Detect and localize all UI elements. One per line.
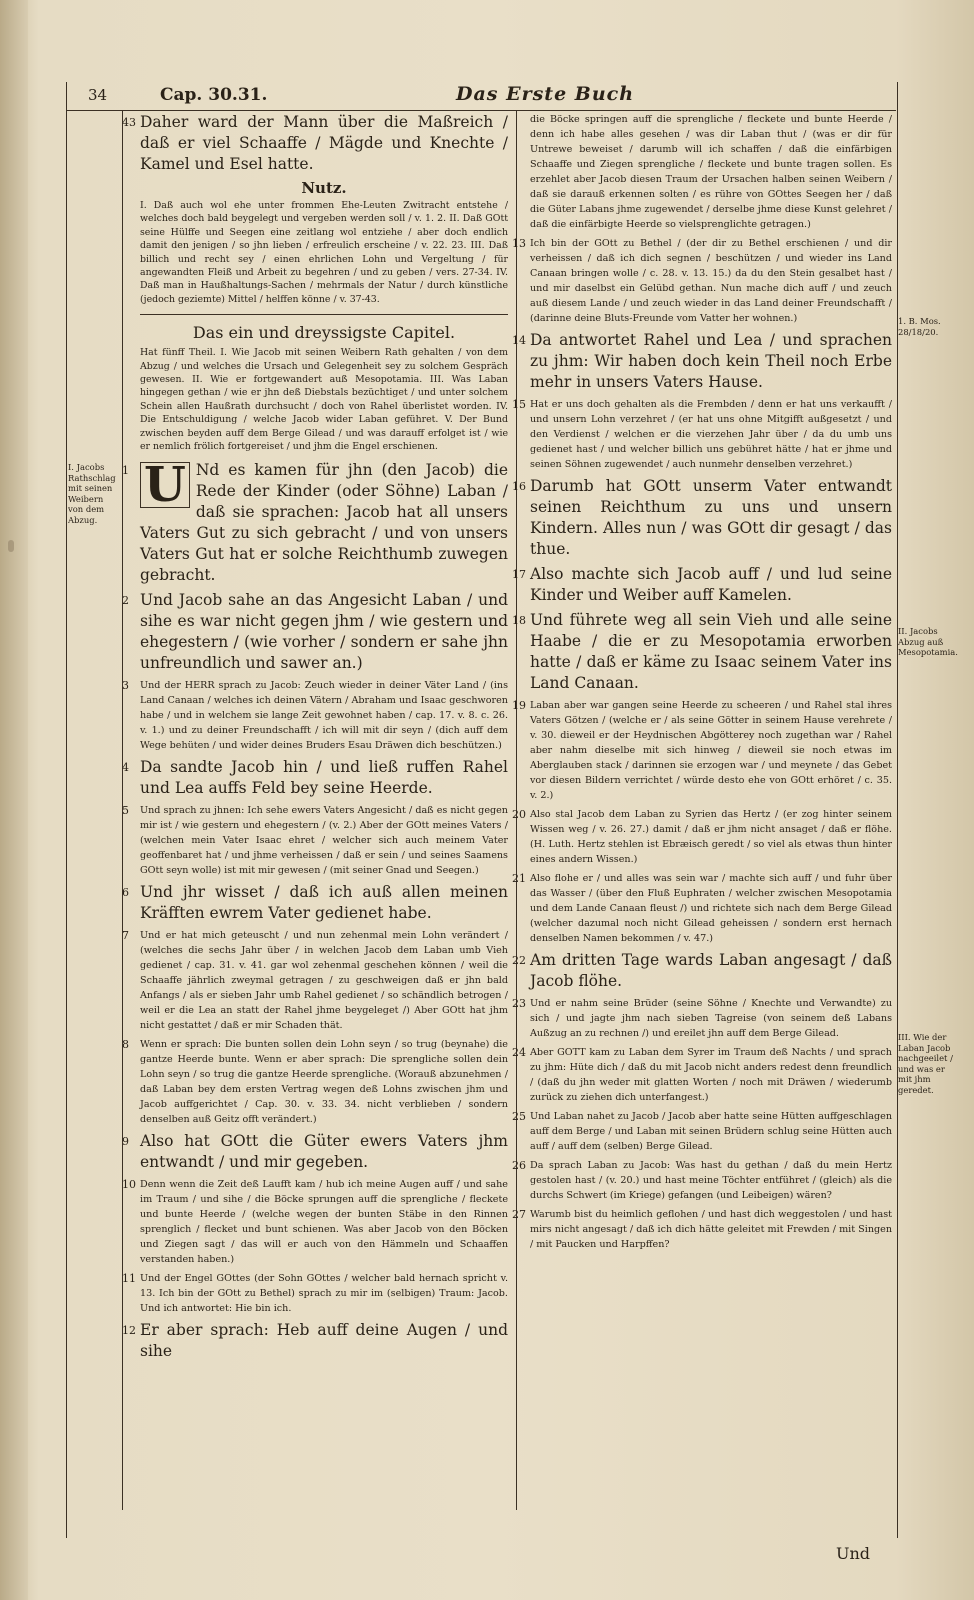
verse-text: Am dritten Tage wards Laban angesagt / daß Jacob flöhe. (530, 951, 892, 990)
verse-text: Darumb hat GOtt unserm Vater entwandt seinen Reichthum zu uns und unsern Kindern. Alles nun / was GOtt dir gesagt / das thue. (530, 477, 892, 558)
verse-text: Da sandte Jacob hin / und ließ ruffen Rahel und Lea auffs Feld bey seine Heerde. (140, 757, 508, 797)
verse-text: Laban aber war gangen seine Heerde zu scheeren / und Rahel stal ihres Vaters Götzen / (welche er / als seine Götter in seinem Hause verehrete / v. 30. dieweil er der Heydnischen Abgötterey noch zugethan war / Rahel aber nahm dieselbe mit sich hinweg / dieweil sie noch etwas im Aberglauben stack / darinnen sie erzogen war / und meynete / das Gebet vor diesen Bildern verrichtet / würde desto ehe von GOtt erhöret / c. 35. v. 2.) (530, 700, 892, 801)
verse-number: 1 (122, 463, 129, 477)
verse-number: 17 (512, 568, 526, 581)
verse-26 (512, 1158, 892, 1203)
verse-number: 15 (512, 398, 526, 411)
verse-text: Also flohe er / und alles was sein war / machte sich auff / und fuhr über das Wasser / (über den Fluß Euphraten / welcher zwischen Mesopotamia und dem Lande Canaan fleust /) und richtete sich nach dem Berge Gilead (welcher dazumal noch nicht Gilead geheissen / sondern erst hernach denselben Namen bekommen / v. 47.) (530, 873, 892, 944)
verse-number: 25 (512, 1110, 526, 1123)
verse-25 (512, 1109, 892, 1154)
verse-text: Und er hat mich geteuscht / und nun zehenmal mein Lohn verändert / (welches die sechs Jahr über / in welchen Jacob dem Laban umb Vieh gedienet / cap. 31. v. 41. gar wol zehenmal geschehen können / weil die Schaaffe jährlich zweymal getragen / zu geschweigen daß er jhn bald Anfangs / als er sieben Jahr umb Rahel gedienet / so schändlich betrogen / weil er die Lea an statt der Rahel jhme beygeleget /) Aber GOtt hat jhm nicht gestattet / daß er mir Schaden thät. (140, 929, 508, 1031)
verse-text: Ich bin der GOtt zu Bethel / (der dir zu Bethel erschienen / und dir verheissen / daß ich dich segnen / beschützen / und wieder ins Land Canaan bringen wolle / c. 28. v. 13. 15.) da du den Stein gesalbet hast / und mir daselbst ein Gelübd gethan. Nun mache dich auff / und zeuch auß diesem Lande / und zeuch wieder in das Land deiner Freundschafft / (darinne deine Bluts-Freunde vom Vatter her wohnen.) (530, 238, 892, 324)
margin-note-II: II. Jacobs Abzug auß Mesopotamia. (898, 626, 958, 657)
verse-number: 26 (512, 1159, 526, 1172)
verse-number: 8 (122, 1037, 129, 1051)
verse-text: Aber GOTT kam zu Laban dem Syrer im Traum deß Nachts / und sprach zu jhm: Hüte dich / daß du mit Jacob nicht anders redest denn freundlich / (daß du jhn weder mit glatten Worten / noch mit Dräwen / wiederumb zurück zu ziehen dich unterfangest.) (530, 1047, 892, 1103)
verse-text: Also hat GOtt die Güter ewers Vaters jhm entwandt / und mir gegeben. (140, 1131, 508, 1171)
verse-text: Da antwortet Rahel und Lea / und sprachen zu jhm: Wir haben doch kein Theil noch Erbe mehr in unsers Vaters Hause. (530, 331, 892, 391)
verse-number: 22 (512, 954, 526, 967)
right-column (512, 112, 892, 1256)
verse-text: Da sprach Laban zu Jacob: Was hast du gethan / daß du mein Hertz gestolen hast / (v. 20.) und hast meine Töchter entführet / (gleich) als die durchs Schwert (im Kriege) gefangen (und Leibeigen) wären? (530, 1160, 892, 1201)
margin-note-III: III. Wie der Laban Jacob nachgeeilet / und was er mit jhm geredet. (898, 1032, 953, 1095)
chapter-reference: Cap. 30.31. (160, 85, 268, 105)
verse-number: 23 (512, 997, 526, 1010)
verse-number: 12 (122, 1323, 136, 1337)
verse-number: 5 (122, 803, 129, 817)
verse-14 (512, 330, 892, 393)
verse-10 (122, 1177, 508, 1267)
verse-text: Und Laban nahet zu Jacob / Jacob aber hatte seine Hütten auffgeschlagen auff dem Berge / und Laban mit seinen Brüdern schlug seine Hütten auch auff / auff dem (selben) Berge Gilead. (530, 1111, 892, 1152)
verse-number: 13 (512, 237, 526, 250)
verse-text: die Böcke springen auff die sprengliche / fleckete und bunte Heerde / denn ich habe alles gesehen / was dir Laban thut / (was er dir für Untrewe beweiset / darumb will ich schaffen / daß die einfärbigen Schaaffe und Ziegen sprengliche / fleckete und bunte tragen sollen. Es erzehlet aber Jacob diesen Traum der Ursachen halben seinen Weibern / daß sie darauß erkennen solten / es rühre von GOttes Seegen her / daß die Güter Labans jhme zugewendet / derselbe jhme diese Kunst gelehret / daß die einfärbigte Heerde so vielsprenglichte getragen.) (530, 114, 892, 230)
verse-21 (512, 871, 892, 946)
verse-24 (512, 1045, 892, 1105)
verse-text: Und der HERR sprach zu Jacob: Zeuch wieder in deiner Väter Land / (ins Land Canaan / welches ich deinen Vätern / Abraham und Isaac geschworen habe / und in welchem sie lange Zeit gewohnet haben / cap. 17. v. 8. c. 26. v. 1.) und zu deiner Freundschafft / ich will mit dir seyn / (dich auff dem Wege behüten / und wider deines Bruders Esau Dräwen dich beschützen.) (140, 679, 508, 751)
verse-17 (512, 564, 892, 606)
binding-gutter (0, 0, 28, 1600)
verse-text: Er aber sprach: Heb auff deine Augen / und sihe (140, 1320, 508, 1360)
verse-text: Also machte sich Jacob auff / und lud seine Kinder und Weiber auff Kamelen. (530, 565, 892, 604)
verse-number: 7 (122, 928, 129, 942)
verse-text: Und jhr wisset / daß ich auß allen meinen Kräfften ewrem Vater gedienet habe. (140, 882, 508, 922)
verse-6 (122, 882, 508, 924)
verse-13 (512, 236, 892, 326)
nutz-heading: Nutz. (301, 179, 347, 197)
verse-number: 2 (122, 593, 129, 607)
verse-text: Daher ward der Mann über die Maßreich / daß er viel Schaaffe / Mägde und Knechte / Kamel und Esel hatte. (140, 113, 508, 173)
verse-number: 11 (122, 1271, 136, 1285)
verse-text: Und sprach zu jhnen: Ich sehe ewers Vaters Angesicht / daß es nicht gegen mir ist / wie gestern und ehegestern / (v. 2.) Aber der GOtt meines Vaters / (welchen mein Vater Isaac ehret / welcher sich auch meinem Vater geoffenbaret hat / und jhme verheissen / daß er sein / und seines Saamens GOtt seyn wolle) ist mit mir gewesen / (mit seiner Gnad und Seegen.) (140, 804, 508, 876)
verse-number: 18 (512, 614, 526, 627)
verse-number: 3 (122, 678, 129, 692)
verse-text: Und Jacob sahe an das Angesicht Laban / und sihe es war nicht gegen jhm / wie gestern und ehegestern / (wie vorher / sondern er sahe jhn unfreundlich und sawer an.) (140, 590, 508, 672)
verse-text: Nd es kamen für jhn (den Jacob) die Rede der Kinder (oder Söhne) Laban / daß sie sprachen: Jacob hat all unsers Vaters Gut zu sich gebracht / und von unsers Vaters Gut hat er solche Reichthumb zuwegen gebracht. (140, 460, 508, 584)
verse-2 (122, 590, 508, 674)
verse-text: Wenn er sprach: Die bunten sollen dein Lohn seyn / so trug (beynahe) die gantze Heerde bunte. Wenn er aber sprach: Die sprengliche sollen dein Lohn seyn / so trug die gantze Heerde sprengliche. (Worauß abzunehmen / daß Laban bey dem ersten Vertrag wegen deß Lohns zwischen jhm und Jacob auffgerichtet / Cap. 30. v. 33. 34. nicht verblieben / sondern denselben auß Geitz offt verändert.) (140, 1038, 508, 1125)
verse-3 (122, 678, 508, 753)
verse-4 (122, 757, 508, 799)
drop-cap: U (140, 462, 190, 508)
verse-number: 4 (122, 760, 129, 774)
verse-22 (512, 950, 892, 992)
verse-number: 9 (122, 1134, 129, 1148)
verse-number: 10 (122, 1177, 136, 1191)
verse-8 (122, 1037, 508, 1127)
catchword: Und (836, 1544, 871, 1563)
page-number: 34 (88, 86, 108, 104)
chapter-title: Das ein und dreyssigste Capitel. (192, 323, 456, 343)
verse-text: Und führete weg all sein Vieh und alle seine Haabe / die er zu Mesopotamia erworben hatte / daß er käme zu Isaac seinem Vater ins Land Canaan. (530, 611, 892, 692)
verse-16 (512, 476, 892, 560)
verse-9 (122, 1131, 508, 1173)
verse-12 (122, 1320, 508, 1362)
verse-number: 6 (122, 885, 129, 899)
verse-text: Denn wenn die Zeit deß Laufft kam / hub ich meine Augen auff / und sahe im Traum / und sihe / die Böcke sprungen auff die sprengliche / fleckete und bunte Heerde / (welche wegen der bunten Stäbe in den Rinnen sprenglich / flecket und bunt schienen. Was aber Jacob von den Böcken und Ziegen sagt / das will er auch von den Hämmeln und Schaaffen verstanden haben.) (140, 1178, 508, 1265)
left-column (122, 112, 508, 1366)
verse-number: 21 (512, 872, 526, 885)
verse-19 (512, 698, 892, 803)
ink-smudge (8, 540, 14, 552)
verse-5 (122, 803, 508, 878)
verse-text: Und der Engel GOttes (der Sohn GOttes / welcher bald hernach spricht v. 13. Ich bin der GOtt zu Bethel) sprach zu mir im (selbigen) Traum: Jacob. Und ich antwortet: Hie bin ich. (140, 1272, 508, 1314)
verse-18 (512, 610, 892, 694)
verse-12-continued (530, 112, 892, 232)
verse-text: Also stal Jacob dem Laban zu Syrien das Hertz / (er zog hinter seinem Wissen weg / v. 26. 27.) damit / daß er jhm nicht ansaget / daß er flöhe. (H. Luth. Hertz stehlen ist Ebræisch geredt / so viel als etwas thun hinter eines andern Wissen.) (530, 809, 892, 865)
verse-number: 16 (512, 480, 526, 493)
nutz-text: I. Daß auch wol ehe unter frommen Ehe-Leuten Zwitracht entstehe / welches doch bald beygelegt und vergeben werden soll / v. 1. 2. II. Daß GOtt seine Hülffe und Seegen eine zeitlang wol entziehe / aber doch endlich damit den jenigen / so jhn lieben / erfreulich erscheine / v. 22. 23. III. Daß billich und recht sey / einen ehrlichen Lohn und Vergeltung / für angewandten Fleiß und Arbeit zu begehren / und zu geben / vers. 27-34. IV. Daß man in Haußhaltungs-Sachen / mehrmals der Natur / durch künstliche (jedoch geziemte) Mittel / helffen könne / v. 37-43. (140, 199, 508, 315)
verse-number: 19 (512, 699, 526, 712)
verse-text: Und er nahm seine Brüder (seine Söhne / Knechte und Verwandte) zu sich / und jagte jhm nach sieben Tagreise (von seinem deß Labans Außzug an zu rechnen /) und ereilet jhn auff dem Berge Gilead. (530, 998, 892, 1039)
verse-1 (122, 456, 508, 586)
chapter-summary: Hat fünff Theil. I. Wie Jacob mit seinen Weibern Rath gehalten / von dem Abzug / und welches die Ursach und Gelegenheit sey zu solchem Gespräch gewesen. II. Wie er fortgewandert auß Mesopotamia. III. Was Laban hingegen gethan / wie er jhn deß Diebstals bezüchtiget / und unter solchem Schein allen Haußrath durchsucht / doch von Rahel überlistet worden. IV. Die Entschuldigung / welche Jacob wider Laban geführet. V. Der Bund zwischen beyden auff dem Berge Gilead / und was darauff erfolget ist / wie er nemlich frölich fortgereiset / und jhm die Engel erschienen. (140, 347, 508, 453)
verse-11 (122, 1271, 508, 1316)
verse-number: 24 (512, 1046, 526, 1059)
running-title: Das Erste Buch (456, 83, 635, 105)
verse-number: 20 (512, 808, 526, 821)
verse-text: Warumb bist du heimlich geflohen / und hast dich weggestolen / und hast mirs nicht angesagt / daß ich dich hätte geleitet mit Frewden / mit Singen / mit Paucken und Harpffen? (530, 1209, 892, 1250)
margin-note-I: I. Jacobs Rathschlag mit seinen Weibern von dem Abzug. (68, 462, 116, 525)
verse-7 (122, 928, 508, 1033)
verse-27 (512, 1207, 892, 1252)
verse-number: 14 (512, 334, 526, 347)
verse-23 (512, 996, 892, 1041)
verse-number: 27 (512, 1208, 526, 1221)
margin-note-reference: 1. B. Mos. 28/18/20. (898, 316, 941, 337)
verse-15 (512, 397, 892, 472)
verse-43 (122, 112, 508, 175)
verse-20 (512, 807, 892, 867)
verse-text: Hat er uns doch gehalten als die Frembden / denn er hat uns verkaufft / und unsern Lohn verzehret / (er hat uns ohne Mitgifft außgesetzt / und den Verdienst / welchen er die vierzehen Jahr über / da du umb uns gedienet hast / und welcher billich uns gebühret hätte / hat er jhme und seinen Söhnen zugewendet / auch nunmehr denselben verzehret.) (530, 399, 892, 470)
verse-number: 43 (122, 116, 136, 129)
